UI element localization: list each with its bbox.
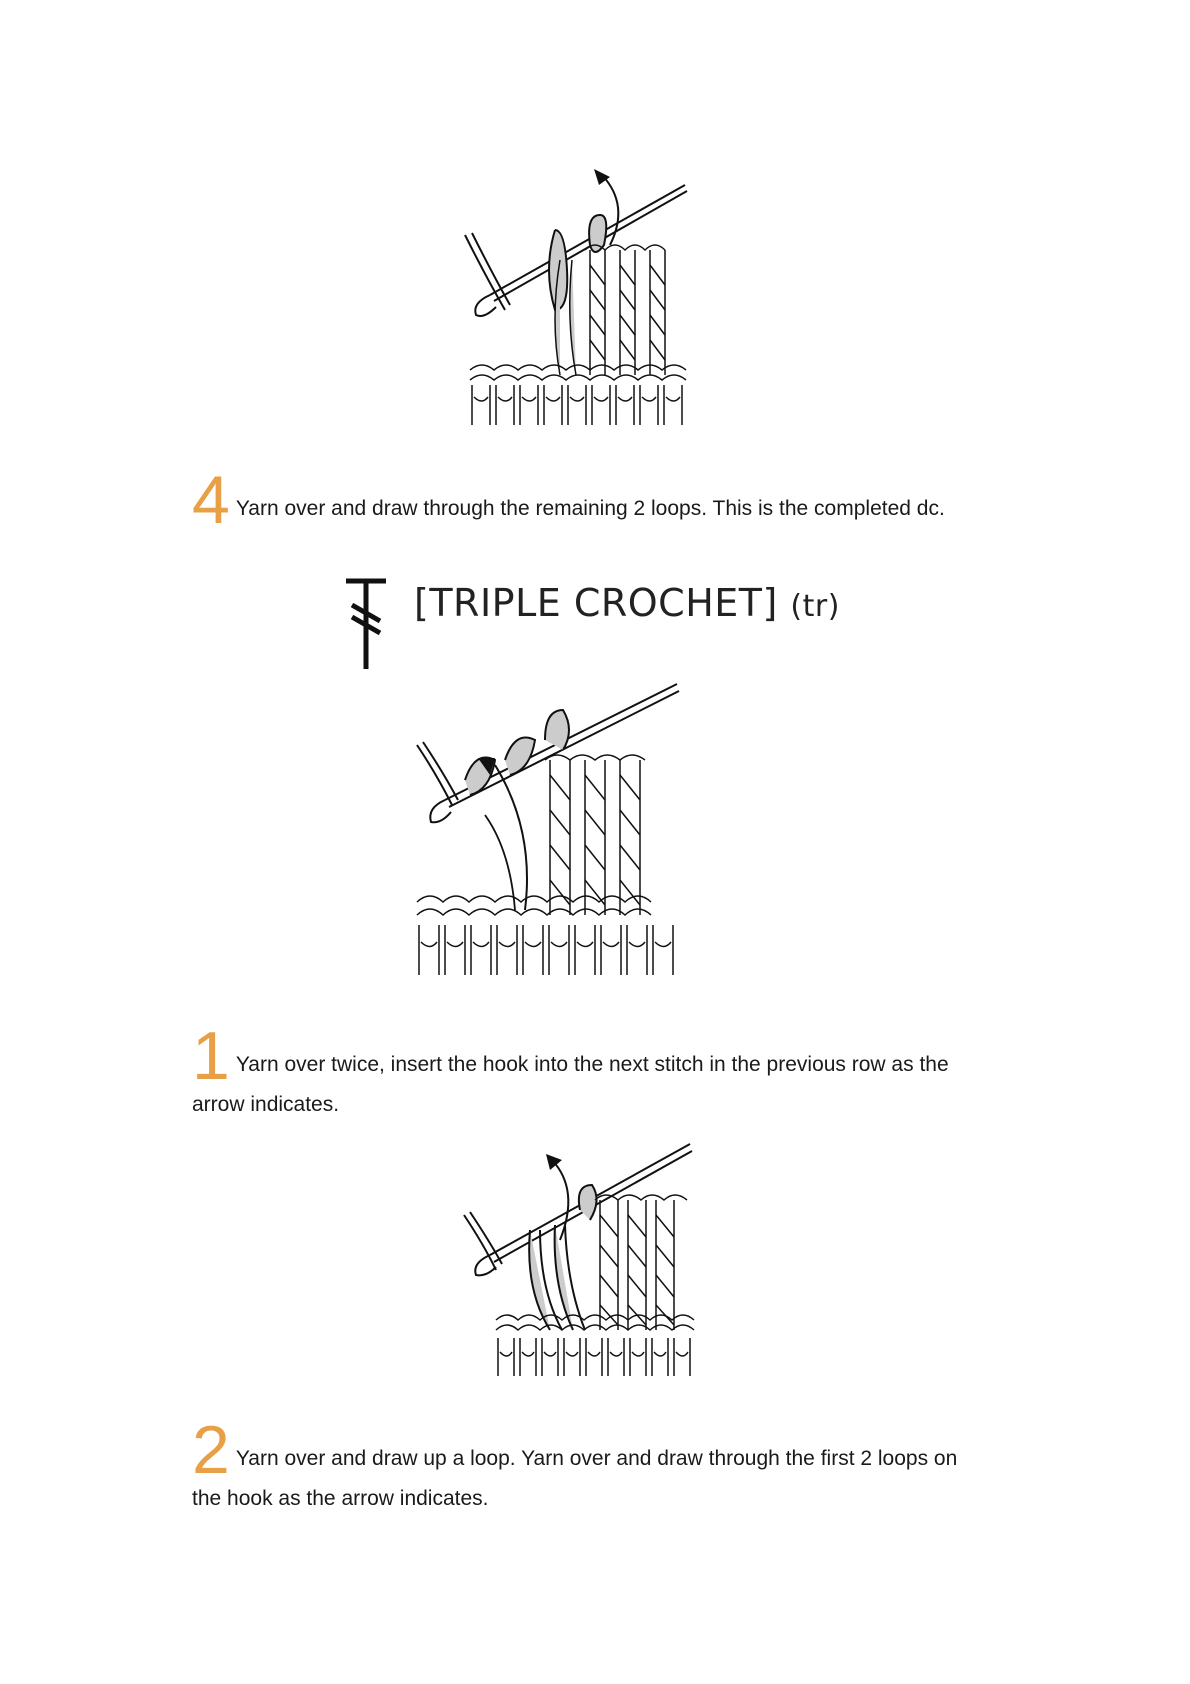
step-2-instruction	[192, 1412, 972, 1517]
step-number: 2	[192, 1412, 230, 1488]
section-title-text: [TRIPLE CROCHET]	[414, 581, 778, 625]
step-number: 1	[192, 1018, 230, 1094]
step-1-instruction	[192, 1018, 972, 1123]
section-title	[414, 581, 840, 625]
section-heading-triple-crochet	[342, 577, 862, 677]
illustration-tr-step-2	[460, 1140, 700, 1380]
triple-crochet-symbol-icon	[342, 577, 392, 672]
step-text: Yarn over twice, insert the hook into the next stitch in the previous row as the arrow indicates.	[192, 1053, 949, 1116]
step-text: Yarn over and draw up a loop. Yarn over and draw through the first 2 loops on the hook as the arrow indicates.	[192, 1447, 958, 1510]
step-number: 4	[192, 462, 230, 538]
section-abbreviation: (tr)	[790, 589, 840, 624]
step-4-instruction	[192, 462, 972, 538]
step-text: Yarn over and draw through the remaining 2 loops. This is the completed dc.	[235, 497, 945, 520]
illustration-dc-step-4	[460, 165, 700, 430]
illustration-tr-step-1	[415, 680, 690, 980]
